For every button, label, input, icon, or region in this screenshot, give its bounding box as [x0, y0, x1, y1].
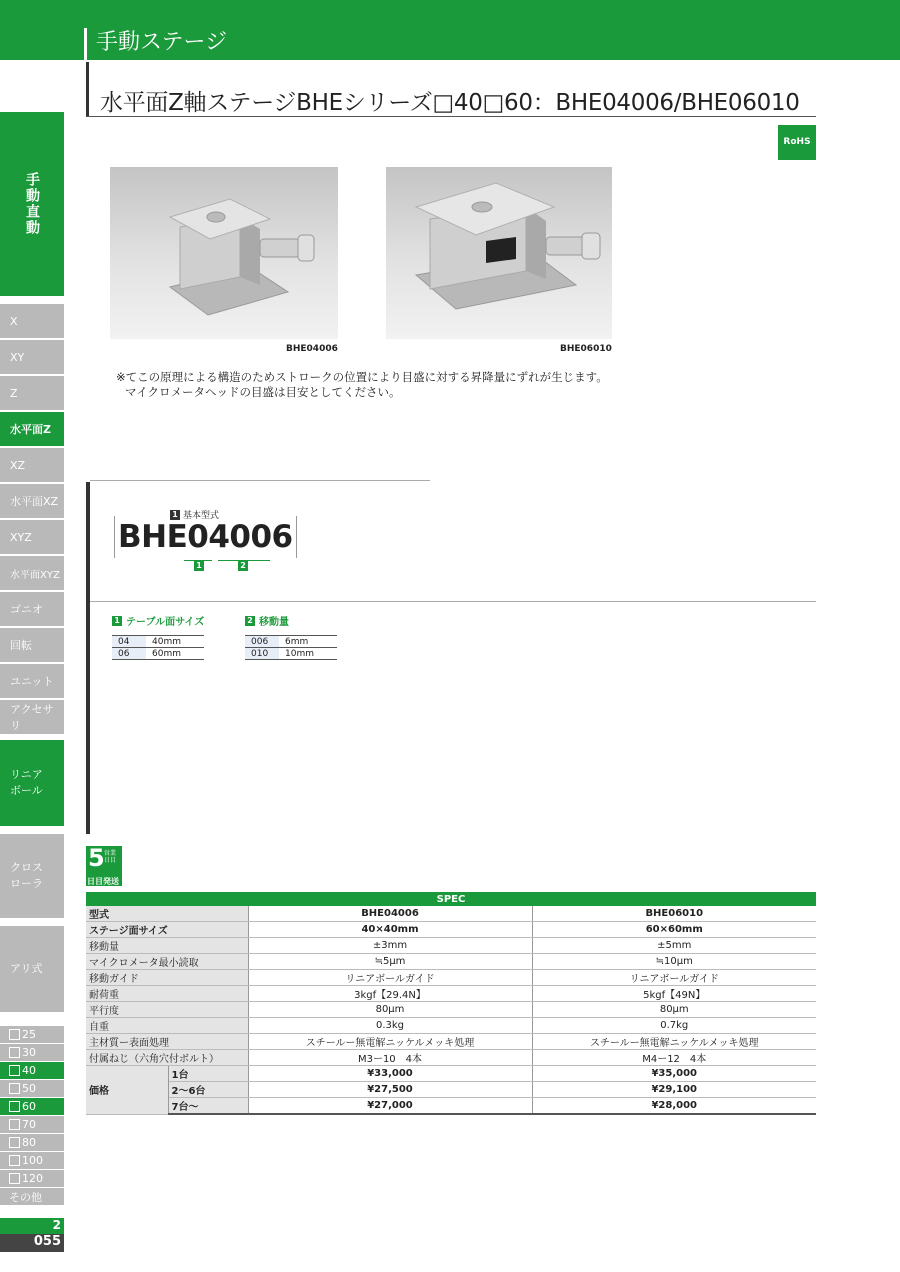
square-icon: [9, 1173, 20, 1184]
sidebar-size-50[interactable]: 50: [0, 1080, 64, 1097]
sidebar-size-30[interactable]: 30: [0, 1044, 64, 1061]
label-badge: 1: [170, 510, 180, 520]
sidebar-size-70[interactable]: 70: [0, 1116, 64, 1133]
sidebar-item-xyz[interactable]: XYZ: [0, 520, 64, 554]
sidebar-guide-linear-ball[interactable]: リニア ボール: [0, 740, 64, 826]
sidebar-size-100[interactable]: 100: [0, 1152, 64, 1169]
table-row: ステージ面サイズ 40×40mm 60×60mm: [86, 922, 816, 938]
photo-label-bhe06010: BHE06010: [560, 344, 612, 354]
table-row: 006 6mm: [245, 636, 337, 648]
photo-label-bhe04006: BHE04006: [286, 344, 338, 354]
stage-illustration-large: [386, 167, 612, 339]
table-row: 自重 0.3kg 0.7kg: [86, 1018, 816, 1034]
note-line-1: ※てこの原理による構造のためストロークの位置により目盛に対する昇降量にずれが生じます。: [116, 370, 608, 384]
sidebar-main-category[interactable]: 手動直動: [0, 112, 64, 296]
table-row: 010 10mm: [245, 648, 337, 660]
sidebar-guide-dovetail[interactable]: アリ式: [0, 926, 64, 1012]
sidebar-item-horizontal-xz[interactable]: 水平面XZ: [0, 484, 64, 518]
table-row: 付属ねじ（六角穴付ボルト） M3ー10 4本 M4ー12 4本: [86, 1050, 816, 1066]
model-code-label: 1 基本型式: [170, 508, 219, 521]
table-row: 移動ガイド リニアボールガイド リニアボールガイド: [86, 970, 816, 986]
sidebar-size-80[interactable]: 80: [0, 1134, 64, 1151]
option-travel: [245, 635, 337, 660]
sidebar-size-120[interactable]: 120: [0, 1170, 64, 1187]
title-accent: [86, 62, 89, 117]
title-rule: [86, 116, 816, 117]
sidebar-item-accessory[interactable]: アクセサリ: [0, 700, 64, 734]
sidebar-size-40[interactable]: 40: [0, 1062, 64, 1079]
option-table-size: [112, 635, 204, 660]
rohs-badge: RoHS: [778, 125, 816, 160]
note-line-2: マイクロメータヘッドの目盛は目安としてください。: [125, 385, 401, 399]
square-icon: [9, 1137, 20, 1148]
square-icon: [9, 1101, 20, 1112]
section-accent-line: [86, 482, 90, 834]
square-icon: [9, 1083, 20, 1094]
table-row: 平行度 80μm 80μm: [86, 1002, 816, 1018]
sidebar-item-horizontal-xyz[interactable]: 水平面XYZ: [0, 556, 64, 590]
page-number: 055: [0, 1234, 64, 1252]
table-row: 移動量 ±3mm ±5mm: [86, 938, 816, 954]
square-icon: [9, 1029, 20, 1040]
model-code: BHE04006: [114, 516, 297, 558]
sidebar-item-xz[interactable]: XZ: [0, 448, 64, 482]
price-row: 価格 1台 ¥33,000 ¥35,000: [86, 1066, 816, 1082]
sidebar-size-other[interactable]: その他: [0, 1188, 64, 1205]
section-rule: [90, 601, 816, 602]
table-row: 型式 BHE04006 BHE06010: [86, 906, 816, 922]
sidebar-item-x[interactable]: X: [0, 304, 64, 338]
product-photo-bhe06010: [386, 167, 612, 339]
chapter-number: 2: [0, 1218, 64, 1234]
header-accent: [84, 28, 87, 60]
stage-illustration-small: [110, 167, 338, 339]
sidebar-item-z[interactable]: Z: [0, 376, 64, 410]
square-icon: [9, 1065, 20, 1076]
square-icon: [9, 1119, 20, 1130]
sidebar-size-25[interactable]: 25: [0, 1026, 64, 1043]
sidebar-item-unit[interactable]: ユニット: [0, 664, 64, 698]
category-title: 手動ステージ: [96, 30, 228, 55]
option-travel-heading: 2 移動量: [245, 613, 289, 628]
spec-table: [86, 892, 816, 1115]
table-row: 主材質ー表面処理 スチールー無電解ニッケルメッキ処理 スチールー無電解ニッケルメッキ処理: [86, 1034, 816, 1050]
sidebar-item-gonio[interactable]: ゴニオ: [0, 592, 64, 626]
sidebar-item-rotation[interactable]: 回転: [0, 628, 64, 662]
table-row: マイクロメータ最小読取 ≒5μm ≒10μm: [86, 954, 816, 970]
option-badge: 1: [112, 616, 122, 626]
product-photo-bhe04006: [110, 167, 338, 339]
sidebar-guide-cross-roller[interactable]: クロス ローラ: [0, 834, 64, 918]
spec-header-row: SPEC: [86, 892, 816, 906]
header-bar: [0, 0, 900, 60]
option-table-size-heading: 1 テーブル面サイズ: [112, 613, 204, 628]
code-part2-badge: 2: [238, 561, 248, 571]
section-top-rule: [90, 480, 430, 481]
sidebar-item-xy[interactable]: XY: [0, 340, 64, 374]
table-row: 04 40mm: [112, 636, 204, 648]
price-row: 7台〜 ¥27,000 ¥28,000: [86, 1098, 816, 1115]
sidebar-item-horizontal-z[interactable]: 水平面Z: [0, 412, 64, 446]
square-icon: [9, 1047, 20, 1058]
square-icon: [9, 1155, 20, 1166]
table-row: 06 60mm: [112, 648, 204, 660]
table-row: 耐荷重 3kgf【29.4N】 5kgf【49N】: [86, 986, 816, 1002]
price-row: 2〜6台 ¥27,500 ¥29,100: [86, 1082, 816, 1098]
code-part1-badge: 1: [194, 561, 204, 571]
delivery-days-badge: 5 営業 日目 日目発送: [86, 846, 122, 886]
page-title: 水平面Z軸ステージBHEシリーズ□40□60：BHE04006/BHE06010: [100, 90, 800, 116]
option-badge: 2: [245, 616, 255, 626]
sidebar-size-60[interactable]: 60: [0, 1098, 64, 1115]
